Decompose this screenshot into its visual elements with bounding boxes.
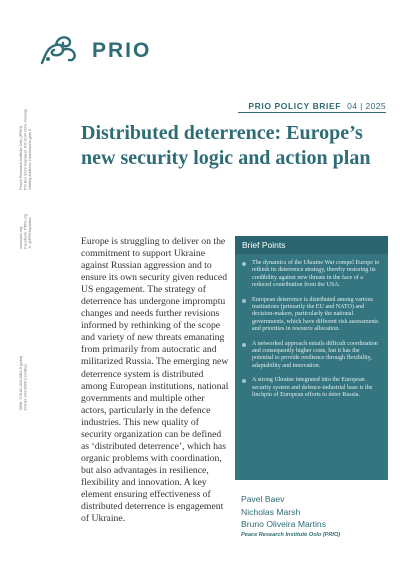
sidebar-line: Facebook: PRIO.org — [23, 214, 28, 249]
page-title: Distributed deterrence: Europe’s new security logic and action plan — [81, 122, 371, 169]
brief-point — [241, 377, 382, 399]
brief-point — [241, 297, 382, 334]
brief-point-text: The dynamics of the Ukraine War compel Europe to rethink its deterrence strategy, thereby restoring its credibility against new threats in the face of a reduced contribution from the USA. — [252, 260, 380, 289]
sidebar-line: PO Box 9229 Grønland, NO-0134 Oslo, Norway — [23, 109, 28, 190]
sidebar-isbn — [19, 356, 28, 410]
sidebar-address — [19, 109, 32, 190]
issue-year: 2025 — [365, 101, 386, 111]
brief-point-text: A strong Ukraine integrated into the European security system and defence-industrial base is the linchpin of European efforts to deter Russia. — [252, 377, 373, 399]
brief-point — [241, 341, 382, 371]
author-institute: Peace Research Institute Oslo (PRIO) — [241, 531, 341, 538]
issue-number: 04 — [347, 101, 358, 111]
brief-points-box — [235, 236, 388, 480]
bullet-icon — [242, 299, 246, 303]
author-name: Nicholas Marsh — [241, 506, 301, 517]
series-number: 04 | 2025 — [347, 101, 386, 111]
sidebar-links — [19, 214, 32, 249]
summary-text: Europe is struggling to deliver on the commitment to support Ukraine against Russian aggression and to ensure its own security given reduced US engagement. The strategy of deterrence has undergone impromptu changes and needs further revisions informed by rethinking of the scope and variety of new threats emanating from primarily from autocratic and militarized Russia. The emerging new deterrence system is distributed among European institutions, national governments and multiple other actors, particularly in the defence industries. This new quality of security organization can be defined as ‘distributed deterrence’, which has organic problems with coordination, but also advantages in resilience, flexibility and innovation. A key element ensuring effectiveness of distributed deterrence is engagement of Ukraine. — [81, 236, 229, 525]
brief-point-text: European deterrence is distributed among various institutions (primarily the EU and NATO) and decision-makers, particularly the national governments, which have different risk assessments and priorities in resource allocation. — [252, 296, 379, 333]
bullet-icon — [242, 262, 246, 266]
brief-point — [241, 260, 382, 290]
bullet-icon — [242, 343, 246, 347]
author-name: Pavel Baev — [241, 494, 285, 504]
prio-dove-icon — [36, 33, 86, 69]
brief-point-text: A networked approach entails difficult coordination and consequently higher costs, but it has the potential to provide resilience through flexibility, adaptability and innovation. — [252, 340, 378, 369]
author-name: Bruno Oliveira Martins — [241, 519, 327, 529]
sidebar-line: Visiting Address: Hausmanns gate 3 — [27, 128, 32, 190]
sidebar-line: www.prio.org — [19, 226, 23, 249]
series-bar — [238, 100, 386, 113]
prio-logo — [36, 33, 151, 69]
sidebar-line: Peace Research Institute Oslo (PRIO) — [19, 125, 23, 190]
brief-points-list — [235, 254, 388, 400]
series-label: PRIO POLICY BRIEF — [248, 101, 342, 111]
sidebar-line: 978-82-343-0585-2 (online) — [23, 364, 28, 411]
sidebar-line: X: @PRIOupdates — [27, 217, 32, 249]
brief-points-heading: Brief Points — [235, 236, 388, 254]
sidebar-line: ISBN: 978-82-343-0584-5 (print) — [19, 356, 23, 411]
logo-text: PRIO — [92, 39, 152, 62]
authors-block — [241, 493, 340, 538]
bullet-icon — [242, 379, 246, 383]
